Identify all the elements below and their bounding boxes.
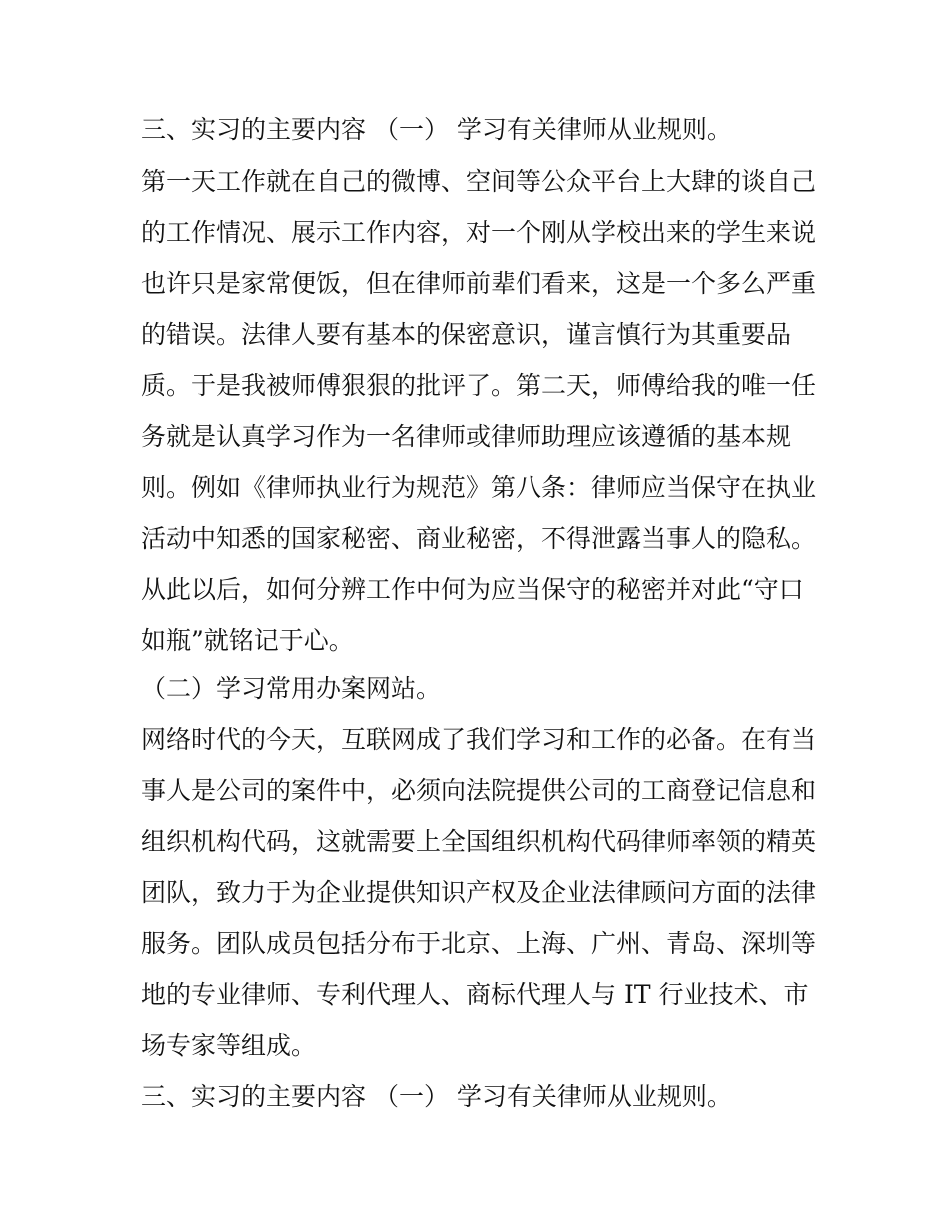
paragraph-line: 地的专业律师、专利代理人、商标代理人与 IT 行业技术、市: [141, 980, 809, 1009]
section-heading: 三、实习的主要内容 （一） 学习有关律师从业规则。: [141, 115, 732, 144]
paragraph-line: 团队，致力于为企业提供知识产权及企业法律顾问方面的法律: [141, 878, 817, 907]
paragraph-line: 事人是公司的案件中，必须向法院提供公司的工商登记信息和: [141, 776, 817, 805]
paragraph-line: 如瓶”就铭记于心。: [141, 626, 354, 655]
paragraph-line: 网络时代的今天，互联网成了我们学习和工作的必备。在有当: [141, 725, 817, 754]
paragraph-line: 也许只是家常便饭，但在律师前辈们看来，这是一个多么严重: [141, 269, 817, 298]
subsection-heading: （二）学习常用办案网站。: [141, 674, 442, 703]
paragraph-line: 则。例如《律师执业行为规范》第八条：律师应当保守在执业: [141, 473, 817, 502]
paragraph-line: 第一天工作就在自己的微博、空间等公众平台上大肆的谈自己: [141, 167, 817, 196]
paragraph-line: 活动中知悉的国家秘密、商业秘密，不得泄露当事人的隐私。: [141, 524, 817, 553]
paragraph-line: 务就是认真学习作为一名律师或律师助理应该遵循的基本规: [141, 422, 792, 451]
section-heading: 三、实习的主要内容 （一） 学习有关律师从业规则。: [141, 1082, 732, 1111]
paragraph-line: 场专家等组成。: [141, 1031, 317, 1060]
paragraph-line: 服务。团队成员包括分布于北京、上海、广州、青岛、深圳等: [141, 929, 817, 958]
paragraph-line: 从此以后，如何分辨工作中何为应当保守的秘密并对此“守口: [141, 575, 804, 604]
paragraph-line: 组织机构代码，这就需要上全国组织机构代码律师率领的精英: [141, 827, 817, 856]
paragraph-line: 质。于是我被师傅狠狠的批评了。第二天，师傅给我的唯一任: [141, 371, 817, 400]
paragraph-line: 的工作情况、展示工作内容，对一个刚从学校出来的学生来说: [141, 218, 817, 247]
paragraph-line: 的错误。法律人要有基本的保密意识，谨言慎行为其重要品: [141, 320, 792, 349]
